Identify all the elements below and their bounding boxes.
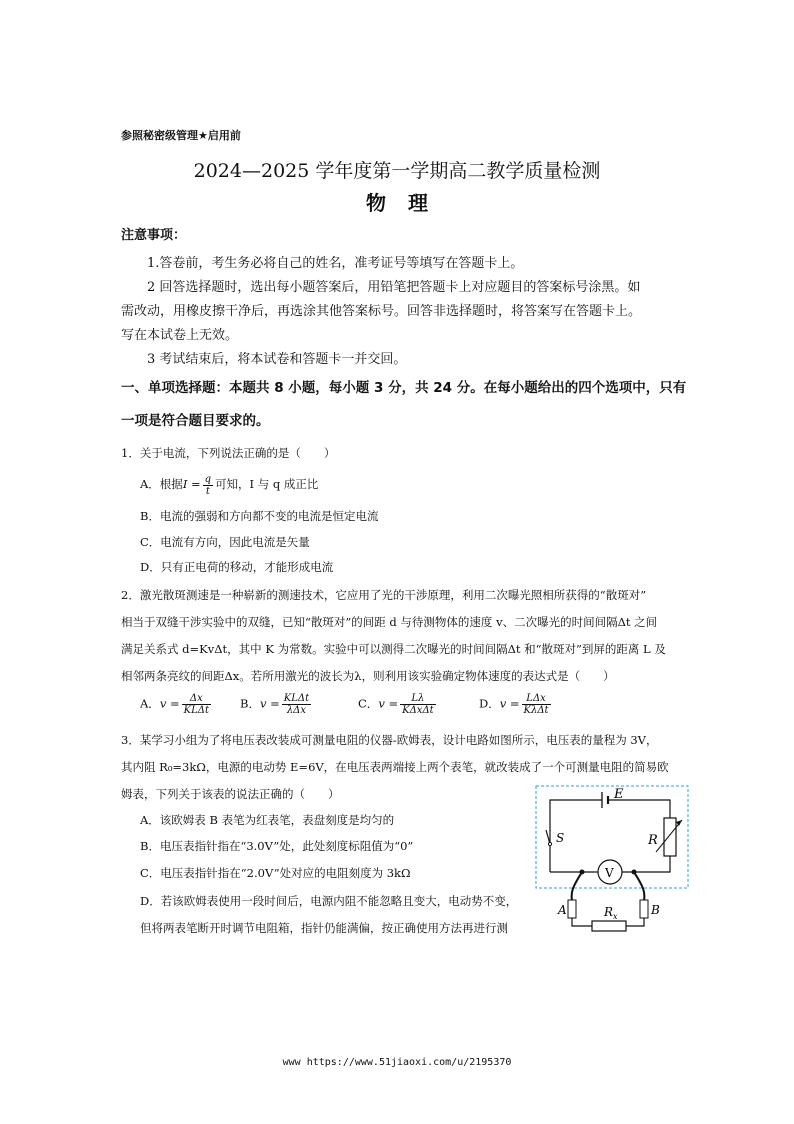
- q1-option-a-fraction: [203, 474, 213, 497]
- q2-line-4: 相邻两条亮纹的间距Δx。若所用激光的波长为λ，则利用该实验确定物体速度的表达式是（ ）: [121, 669, 615, 683]
- q1-option-a-suffix: 可知，I 与 q 成正比: [215, 477, 319, 491]
- q1-option-b: B．电流的强弱和方向都不变的电流是恒定电流: [140, 509, 379, 523]
- q2-option-d-fraction: [522, 693, 551, 716]
- label-b: B: [651, 903, 660, 917]
- notice-item-2-line-2: 需改动，用橡皮擦干净后，再选涂其他答案标号。回答非选择题时，将答案写在答题卡上。: [121, 304, 642, 319]
- q2-option-a-den: KLΔt: [183, 705, 209, 716]
- wire-right-down: [642, 856, 670, 872]
- wire-rx-right: [626, 918, 644, 926]
- label-r: R: [648, 833, 658, 848]
- q1-option-c: C．电流有方向，因此电流是矢量: [140, 535, 310, 549]
- probe-lead-b: [634, 872, 644, 900]
- q2-option-d-den: KλΔt: [523, 705, 549, 716]
- q2-option-b-fraction: [282, 693, 311, 716]
- q3-line-3: 姆表，下列关于该表的说法正确的（ ）: [121, 787, 340, 801]
- probe-a: [568, 900, 576, 918]
- q1-option-a-num: q: [204, 473, 212, 485]
- label-e: E: [614, 787, 624, 802]
- q3-option-c: C．电压表指针指在“2.0V”处对应的电阻刻度为 3kΩ: [140, 866, 411, 880]
- q2-option-a-num: Δx: [182, 693, 211, 705]
- q3-line-2: 其内阻 R₀=3kΩ，电源的电动势 E=6V，在电压表两端接上两个表笔，就改装成了一个可测量电阻的简易欧: [121, 760, 669, 774]
- q2-option-c: [358, 693, 438, 716]
- label-rx: [603, 905, 618, 921]
- section-1-heading-line-2: 一项是符合题目要求的。: [121, 413, 270, 429]
- label-s: S: [556, 831, 565, 845]
- notice-heading: 注意事项：: [121, 228, 187, 243]
- q2-line-2: 相当于双缝干涉实验中的双缝，已知“散斑对”的间距 d 与待测物体的速度 v、二次曝光的时间间隔Δt 之间: [121, 615, 658, 629]
- q3-option-a: A．该欧姆表 B 表笔为红表笔，表盘刻度是均匀的: [140, 813, 395, 827]
- q3-option-b: B．电压表指针指在“3.0V”处，此处刻度标阻值为“0”: [140, 839, 414, 853]
- q1-stem: 1．关于电流，下列说法正确的是（ ）: [121, 446, 336, 460]
- label-v: V: [605, 866, 614, 880]
- q2-option-a-lhs: v =: [159, 696, 180, 711]
- q2-option-d-lhs: v =: [499, 696, 520, 711]
- exam-title: 2024—2025 学年度第一学期高二教学质量检测: [193, 160, 601, 182]
- section-1-heading-line-1: 一、单项选择题：本题共 8 小题，每小题 3 分，共 24 分。在每小题给出的四个选项中，只有: [121, 380, 687, 396]
- variable-resistor: [664, 818, 676, 856]
- q2-option-b-den: λΔx: [286, 705, 307, 716]
- q2-option-b-num: KLΔt: [283, 693, 310, 704]
- footer-url: www https://www.51jiaoxi.com/u/2195370: [282, 1057, 512, 1068]
- q1-option-a-prefix: A．根据: [140, 477, 183, 491]
- q1-option-a-lhs: I =: [182, 477, 201, 491]
- label-a: A: [558, 903, 567, 917]
- switch-contact: [548, 842, 551, 845]
- variable-resistor-arrowhead: [676, 820, 682, 826]
- q2-option-a: [140, 693, 213, 716]
- secret-mark: 参照秘密级管理★启用前: [121, 129, 241, 142]
- q1-option-a: [140, 472, 318, 497]
- subject-title: 物理: [366, 191, 450, 215]
- q1-option-d: D．只有正电荷的移动，才能形成电流: [140, 560, 334, 574]
- q2-option-a-fraction: [182, 693, 211, 716]
- label-rx-sub: x: [613, 912, 618, 921]
- q2-option-c-fraction: [400, 693, 436, 716]
- q2-option-b-lhs: v =: [259, 696, 280, 711]
- q2-line-3: 满足关系式 d=KvΔt，其中 K 为常数。实验中可以测得二次曝光的时间间隔Δt 和“散斑对”到屏的距离 L 及: [121, 642, 666, 656]
- q2-option-b-label: B．: [240, 696, 260, 711]
- q2-option-d-num: LΔx: [522, 693, 551, 705]
- notice-item-1: 1.答卷前，考生务必将自己的姓名，准考证号等填写在答题卡上。: [147, 256, 524, 271]
- notice-item-3: 3 考试结束后，将本试卷和答题卡一并交回。: [147, 352, 407, 367]
- q2-option-a-label: A．: [140, 696, 160, 711]
- resistor-rx: [592, 921, 626, 931]
- wire-top-right: [608, 800, 670, 818]
- probe-b: [640, 900, 648, 918]
- notice-item-2-line-3: 写在本试卷上无效。: [121, 328, 239, 343]
- q1-option-a-den: t: [205, 485, 210, 497]
- q2-option-c-num: Lλ: [400, 693, 436, 705]
- q2-option-c-label: C．: [358, 696, 379, 711]
- q2-option-b: [240, 693, 313, 716]
- notice-item-2-line-1: 2 回答选择题时，选出每小题答案后，用铅笔把答题卡上对应题目的答案标号涂黑。如: [147, 280, 641, 295]
- circuit-diagram: [530, 782, 692, 938]
- q2-option-c-lhs: v =: [378, 696, 399, 711]
- probe-lead-a: [572, 872, 582, 900]
- q3-line-1: 3．某学习小组为了将电压表改装成可测量电阻的仪器-欧姆表，设计电路如图所示，电压表的量程为 3V，: [121, 733, 658, 747]
- q2-option-d: [479, 693, 553, 716]
- q3-option-d-line-1: D．若该欧姆表使用一段时间后，电源内阻不能忽略且变大，电动势不变，: [140, 894, 518, 908]
- q2-option-d-label: D．: [479, 696, 500, 711]
- q2-option-c-den: KΔxΔt: [402, 705, 434, 716]
- wire-rx-left: [572, 918, 592, 926]
- label-rx-main: R: [604, 905, 614, 919]
- q2-line-1: 2．激光散斑测速是一种崭新的测速技术，它应用了光的干涉原理，利用二次曝光照相所获得的“散斑对”: [121, 588, 647, 602]
- q3-option-d-line-2: 但将两表笔断开时调节电阻箱，指针仍能满偏，按正确使用方法再进行测: [140, 921, 508, 935]
- variable-resistor-arrow: [656, 820, 682, 852]
